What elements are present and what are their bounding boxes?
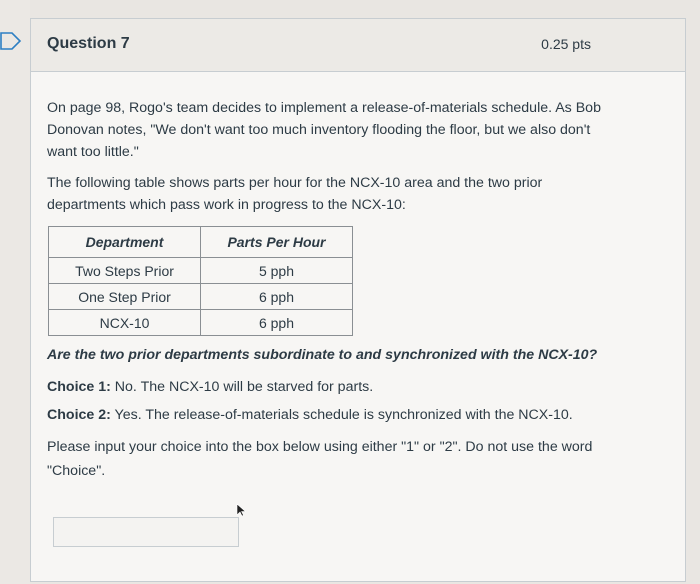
choice-1 [47, 376, 617, 398]
choice-1-text: No. The NCX-10 will be starved for parts. [110, 379, 374, 395]
parts-per-hour-table [48, 226, 353, 336]
question-paragraph-1: On page 98, Rogo's team decides to implement a release-of-materials schedule. As Bob Donovan notes, "We don't want too much inventory flooding the floor, but we also don't want too little." [47, 100, 601, 160]
table-row [49, 258, 353, 284]
answer-instructions: Please input your choice into the box below using either "1" or "2". Do not use the word "Choice". [47, 439, 593, 479]
table-cell: 6 pph [201, 310, 353, 336]
question-points: 0.25 pts [541, 36, 591, 52]
table-cell: 6 pph [201, 284, 353, 310]
table-cell: 5 pph [201, 258, 353, 284]
bookmark-flag-icon[interactable] [0, 32, 22, 50]
question-paragraph-2: The following table shows parts per hour for the NCX-10 area and the two prior departments which pass work in progress to the NCX-10: [47, 175, 543, 213]
answer-input[interactable] [53, 517, 239, 547]
choice-2-label: Choice 2: [47, 407, 111, 423]
table-cell: Two Steps Prior [49, 258, 201, 284]
table-header-parts-per-hour: Parts Per Hour [201, 227, 353, 258]
choice-2-text: Yes. The release-of-materials schedule is synchronized with the NCX-10. [110, 407, 573, 423]
mouse-pointer-icon [236, 503, 246, 517]
table-header-department: Department [49, 227, 201, 258]
question-prompt: Are the two prior departments subordinate to and synchronized with the NCX-10? [47, 347, 598, 363]
question-header [31, 19, 685, 72]
table-header-row [49, 227, 353, 258]
table-cell: NCX-10 [49, 310, 201, 336]
choice-1-label: Choice 1: [47, 379, 111, 395]
table-row [49, 310, 353, 336]
table-row [49, 284, 353, 310]
question-title: Question 7 [47, 35, 130, 52]
table-cell: One Step Prior [49, 284, 201, 310]
question-card [30, 18, 686, 582]
left-gutter [0, 0, 30, 584]
choice-2 [47, 404, 617, 426]
